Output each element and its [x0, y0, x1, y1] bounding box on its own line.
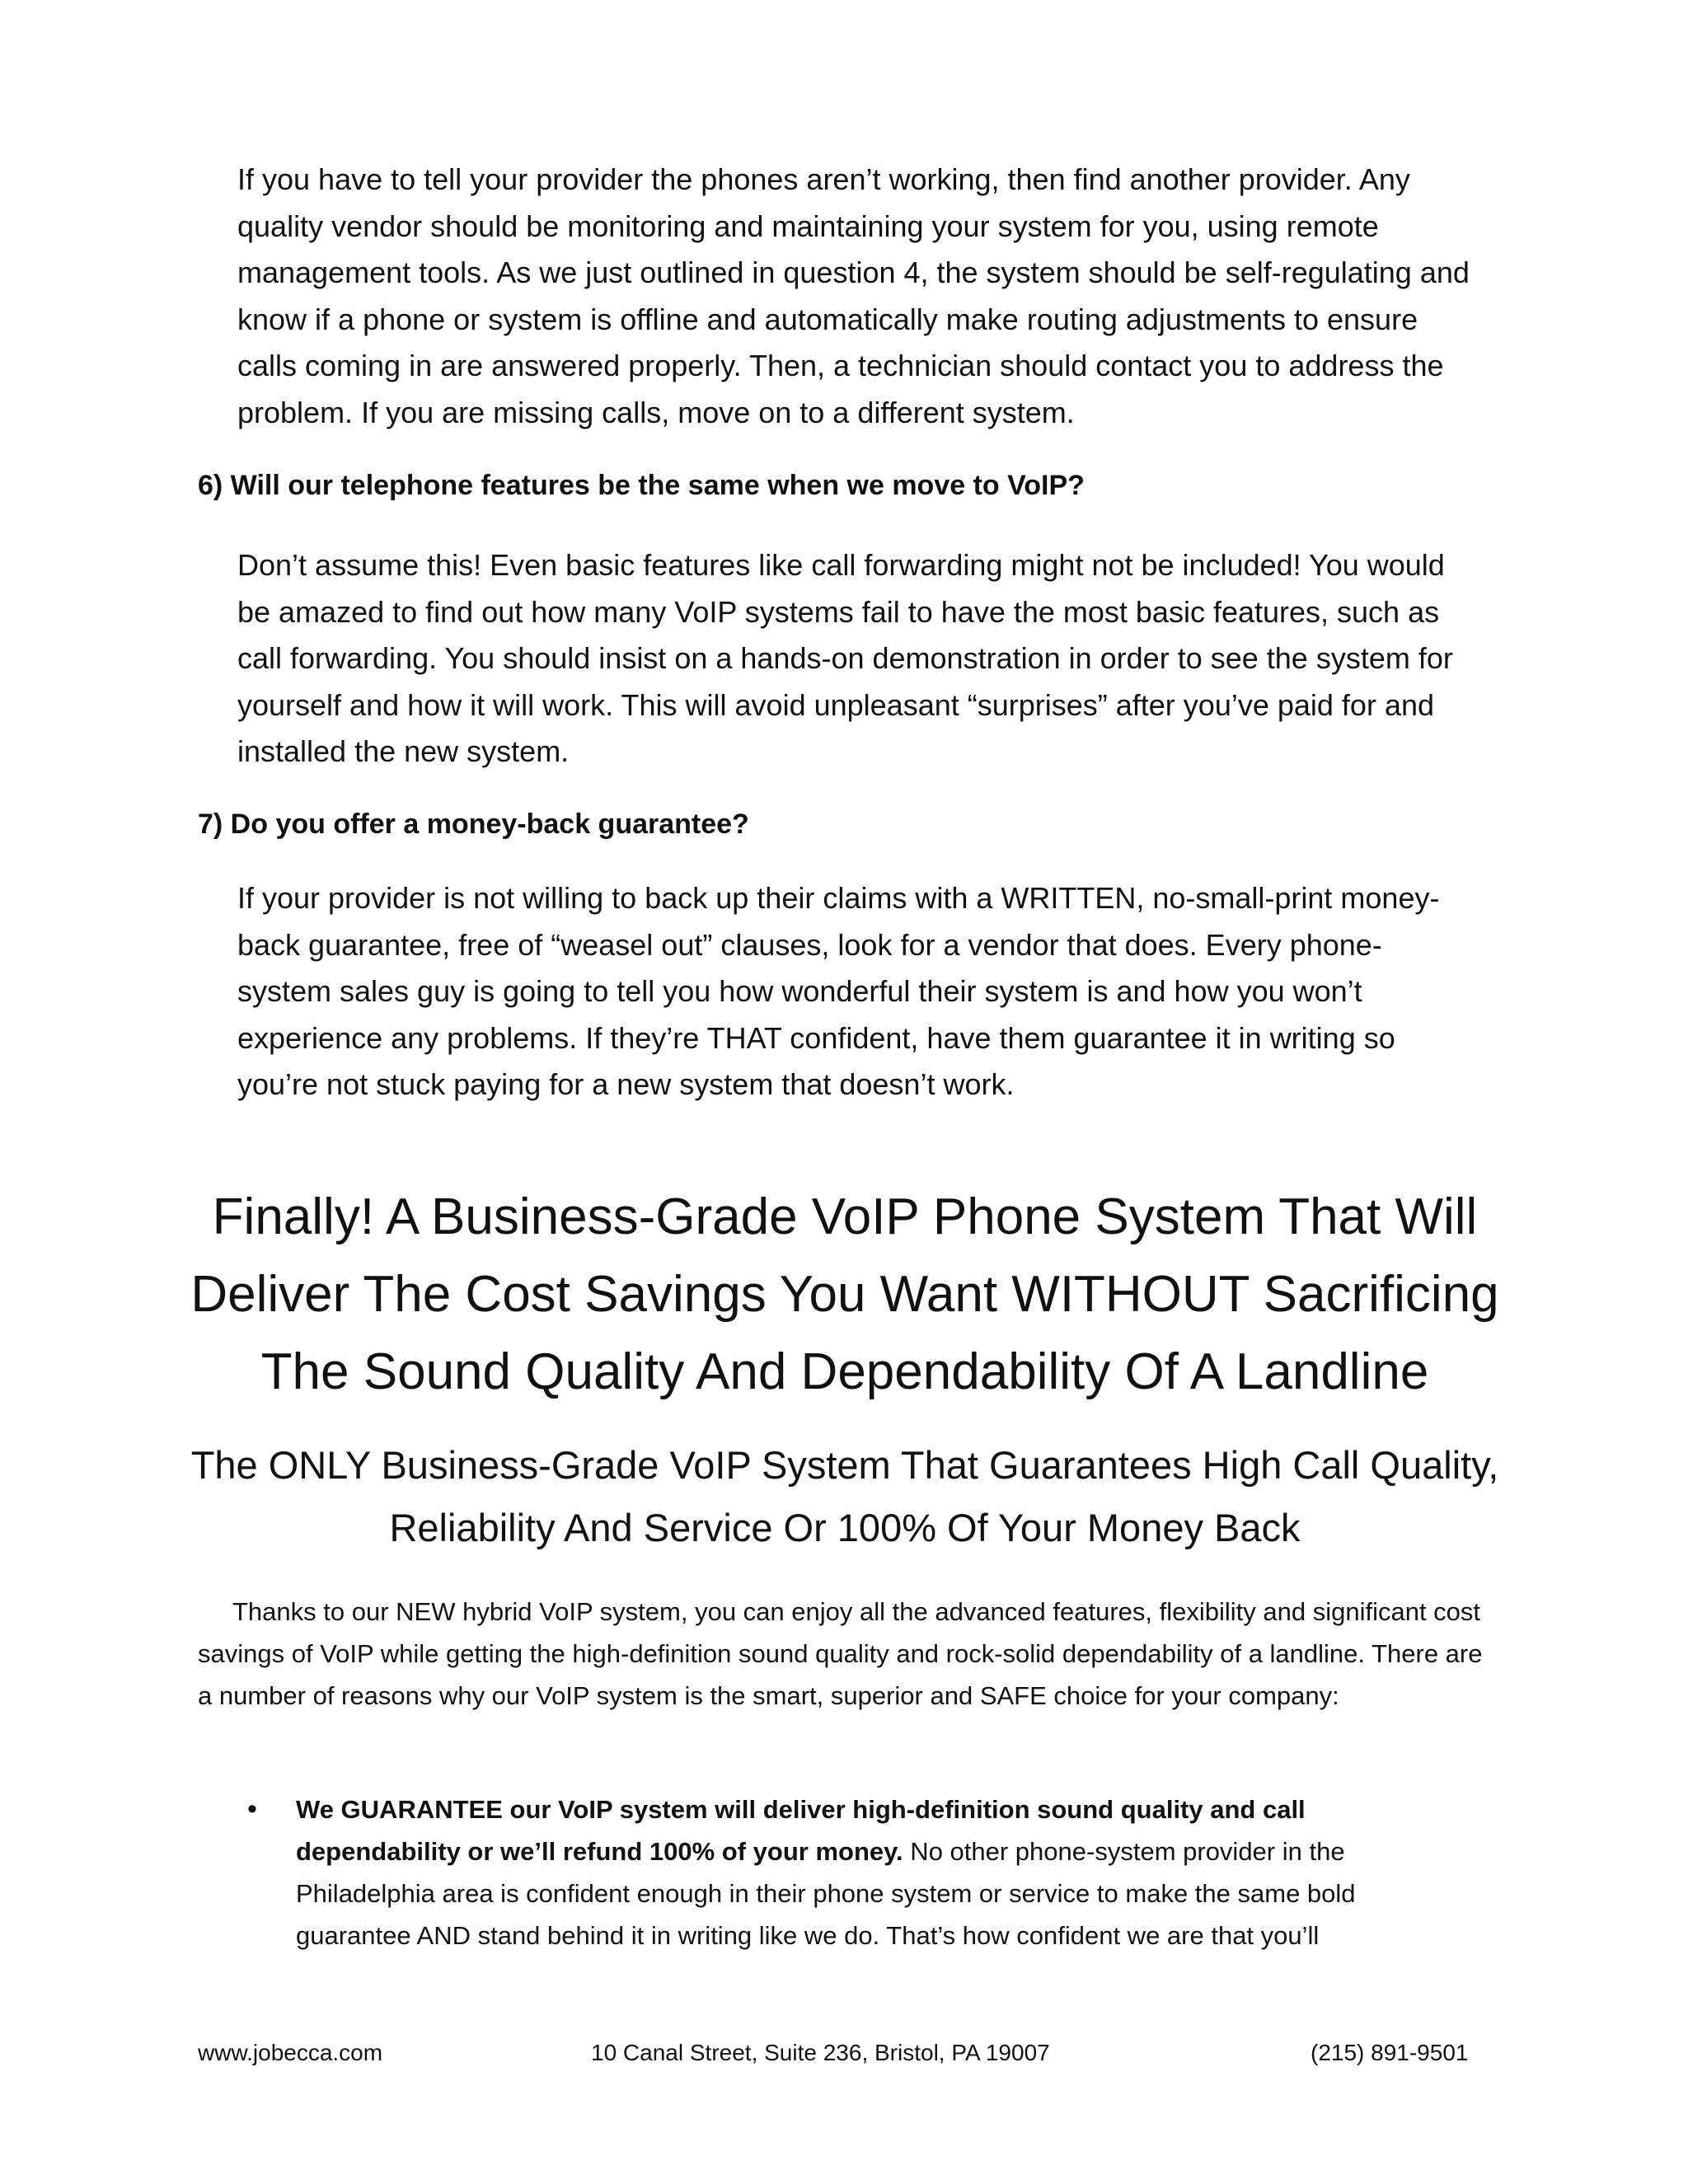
- answer-6-text: Don’t assume this! Even basic features like call forwarding might not be included! You would be amazed to find out how many VoIP systems fail to have the most basic features, such as call forwarding. You should insist on a hands-on demonstration in order to see the system for yourself and how it will work. This will avoid unpleasant “surprises” after you’ve paid for and installed the new system.: [237, 548, 1453, 768]
- subheadline: The ONLY Business-Grade VoIP System That Guarantees High Call Quality, Reliability And Service Or 100% Of Your Money Back: [190, 1443, 1499, 1549]
- footer-phone: (215) 891-9501: [1311, 2040, 1469, 2065]
- bullet-dot-icon: •: [247, 1793, 257, 1825]
- question-6-heading: 6) Will our telephone features be the same when we move to VoIP?: [198, 470, 1085, 501]
- bullet-item-body: No other phone-system provider in the Philadelphia area is confident enough in their phone system or service to make the same bold guarantee AND stand behind it in writing like we do. That’s how confident we are that you’ll: [296, 1837, 1356, 1950]
- answer-7-text: If your provider is not willing to back up their claims with a WRITTEN, no-small-print money-back guarantee, free of “weasel out” clauses, look for a vendor that does. Every phone-system sales guy is going to tell you how wonderful their system is and how you won’t experience any problems. If they’re THAT confident, have them guarantee it in writing so you’re not stuck paying for a new system that doesn’t work.: [237, 881, 1440, 1101]
- footer-address: 10 Canal Street, Suite 236, Bristol, PA 19007: [591, 2040, 1050, 2065]
- footer-website: www.jobecca.com: [198, 2040, 383, 2065]
- answer-5-text: If you have to tell your provider the phones aren’t working, then find another provider. Any quality vendor should be monitoring and maintaining your system for you, using remote management tools. As we just outlined in question 4, the system should be self-regulating and know if a phone or system is offline and automatically make routing adjustments to ensure calls coming in are answered properly. Then, a technician should contact you to address the problem. If you are missing calls, move on to a different system.: [237, 162, 1470, 429]
- question-7-heading: 7) Do you offer a money-back guarantee?: [198, 808, 749, 840]
- bullet-item-guarantee: [296, 1788, 1475, 1957]
- intro-paragraph: Thanks to our NEW hybrid VoIP system, you can enjoy all the advanced features, flexibility and significant cost savings of VoIP while getting the high-definition sound quality and rock-solid dependability of a landline. There are a number of reasons why our VoIP system is the smart, superior and SAFE choice for your company:: [198, 1597, 1483, 1710]
- bullet-item-bold-lead: We GUARANTEE our VoIP system will deliver high-definition sound quality and call dependability or we’ll refund 100% of your money.: [296, 1795, 1306, 1866]
- headline: Finally! A Business-Grade VoIP Phone System That Will Deliver The Cost Savings You Want WITHOUT Sacrificing The Sound Quality And Dependability Of A Landline: [190, 1188, 1499, 1400]
